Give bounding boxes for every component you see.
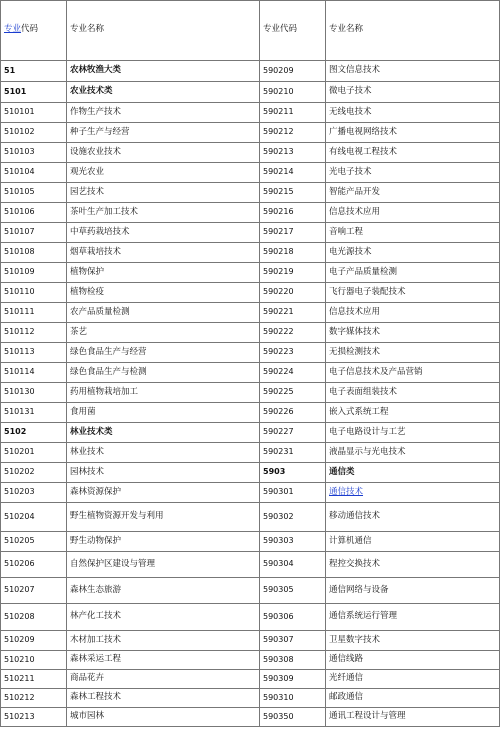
table-row (1, 82, 500, 103)
code-right: 590209 (260, 61, 326, 82)
name-right: 无损检测技术 (326, 343, 500, 363)
table-row (1, 670, 500, 689)
code-left: 510213 (1, 708, 67, 727)
code-right: 590223 (260, 343, 326, 363)
code-right: 590307 (260, 631, 326, 651)
code-right: 590310 (260, 689, 326, 708)
name-right: 音响工程 (326, 223, 500, 243)
code-right: 590225 (260, 383, 326, 403)
code-left: 510208 (1, 604, 67, 631)
name-left: 作物生产技术 (67, 103, 260, 123)
name-left: 野生动物保护 (67, 532, 260, 552)
code-left: 510101 (1, 103, 67, 123)
table-row (1, 123, 500, 143)
code-left: 510113 (1, 343, 67, 363)
table-row (1, 604, 500, 631)
name-left: 园林技术 (67, 463, 260, 483)
code-left: 510107 (1, 223, 67, 243)
table-row (1, 343, 500, 363)
code-right: 590224 (260, 363, 326, 383)
table-row (1, 143, 500, 163)
code-left: 510203 (1, 483, 67, 503)
table-row (1, 223, 500, 243)
name-right: 微电子技术 (326, 82, 500, 103)
name-left: 种子生产与经营 (67, 123, 260, 143)
name-left: 绿色食品生产与经营 (67, 343, 260, 363)
table-row (1, 463, 500, 483)
name-left: 林业技术类 (67, 423, 260, 443)
header-name-left: 专业名称 (67, 1, 260, 61)
code-left: 510111 (1, 303, 67, 323)
name-right: 电光源技术 (326, 243, 500, 263)
code-left: 510211 (1, 670, 67, 689)
code-left: 510114 (1, 363, 67, 383)
table-row (1, 363, 500, 383)
code-left: 510201 (1, 443, 67, 463)
code-right: 590350 (260, 708, 326, 727)
code-right: 590215 (260, 183, 326, 203)
code-right: 590220 (260, 283, 326, 303)
code-right: 590212 (260, 123, 326, 143)
name-right: 通信类 (326, 463, 500, 483)
name-right: 电子表面组装技术 (326, 383, 500, 403)
name-right: 光电子技术 (326, 163, 500, 183)
name-left: 茶叶生产加工技术 (67, 203, 260, 223)
code-left: 510210 (1, 651, 67, 670)
name-left: 烟草栽培技术 (67, 243, 260, 263)
table-row (1, 552, 500, 578)
name-right: 电子电路设计与工艺 (326, 423, 500, 443)
table-row (1, 61, 500, 82)
code-right: 590222 (260, 323, 326, 343)
code-right: 590231 (260, 443, 326, 463)
code-left: 510105 (1, 183, 67, 203)
code-right: 590305 (260, 578, 326, 604)
table-row (1, 323, 500, 343)
table-row (1, 163, 500, 183)
name-right: 电子产品质量检测 (326, 263, 500, 283)
name-right: 移动通信技术 (326, 503, 500, 532)
code-left: 510212 (1, 689, 67, 708)
name-right: 计算机通信 (326, 532, 500, 552)
header-row (1, 1, 500, 61)
name-left: 林业技术 (67, 443, 260, 463)
table-row (1, 631, 500, 651)
code-left: 510112 (1, 323, 67, 343)
code-left: 510204 (1, 503, 67, 532)
code-left: 510202 (1, 463, 67, 483)
name-right: 通讯工程设计与管理 (326, 708, 500, 727)
name-right: 智能产品开发 (326, 183, 500, 203)
code-left: 510102 (1, 123, 67, 143)
code-left: 5102 (1, 423, 67, 443)
name-right: 液晶显示与光电技术 (326, 443, 500, 463)
table-row (1, 578, 500, 604)
name-left: 食用菌 (67, 403, 260, 423)
name-left: 茶艺 (67, 323, 260, 343)
code-left: 510110 (1, 283, 67, 303)
code-right: 590226 (260, 403, 326, 423)
name-right: 通信系统运行管理 (326, 604, 500, 631)
code-right: 590218 (260, 243, 326, 263)
name-right: 有线电视工程技术 (326, 143, 500, 163)
code-left: 51 (1, 61, 67, 82)
code-right: 590214 (260, 163, 326, 183)
code-right: 590213 (260, 143, 326, 163)
code-left: 510209 (1, 631, 67, 651)
name-right[interactable] (326, 483, 500, 503)
name-right: 信息技术应用 (326, 303, 500, 323)
code-left: 510131 (1, 403, 67, 423)
code-right: 590227 (260, 423, 326, 443)
table-row (1, 423, 500, 443)
name-right: 信息技术应用 (326, 203, 500, 223)
name-right: 电子信息技术及产品营销 (326, 363, 500, 383)
name-left: 农业技术类 (67, 82, 260, 103)
code-right: 590306 (260, 604, 326, 631)
header-name-right: 专业名称 (326, 1, 500, 61)
name-right: 无线电技术 (326, 103, 500, 123)
name-left: 农林牧渔大类 (67, 61, 260, 82)
name-left: 设施农业技术 (67, 143, 260, 163)
table-row (1, 183, 500, 203)
table-row (1, 503, 500, 532)
name-right: 图文信息技术 (326, 61, 500, 82)
name-right: 通信线路 (326, 651, 500, 670)
table-row (1, 403, 500, 423)
name-left: 林产化工技术 (67, 604, 260, 631)
name-right: 卫星数字技术 (326, 631, 500, 651)
major-link[interactable]: 通信技术 (329, 486, 364, 497)
name-right: 通信网络与设备 (326, 578, 500, 604)
name-left: 农产品质量检测 (67, 303, 260, 323)
name-left: 园艺技术 (67, 183, 260, 203)
code-right: 590304 (260, 552, 326, 578)
code-right: 590302 (260, 503, 326, 532)
name-left: 绿色食品生产与检测 (67, 363, 260, 383)
code-left: 510130 (1, 383, 67, 403)
name-left: 植物保护 (67, 263, 260, 283)
name-left: 木材加工技术 (67, 631, 260, 651)
code-right: 590216 (260, 203, 326, 223)
table-row (1, 708, 500, 727)
code-left: 510206 (1, 552, 67, 578)
code-right: 590309 (260, 670, 326, 689)
table-row (1, 303, 500, 323)
name-left: 植物检疫 (67, 283, 260, 303)
name-left: 观光农业 (67, 163, 260, 183)
code-left: 510104 (1, 163, 67, 183)
name-left: 森林工程技术 (67, 689, 260, 708)
header-code-right: 专业代码 (260, 1, 326, 61)
code-left: 510106 (1, 203, 67, 223)
name-left: 自然保护区建设与管理 (67, 552, 260, 578)
table-row (1, 443, 500, 463)
name-left: 森林采运工程 (67, 651, 260, 670)
code-right: 590221 (260, 303, 326, 323)
table-row (1, 283, 500, 303)
name-right: 嵌入式系统工程 (326, 403, 500, 423)
name-right: 邮政通信 (326, 689, 500, 708)
table-row (1, 383, 500, 403)
code-right: 590217 (260, 223, 326, 243)
name-right: 数字媒体技术 (326, 323, 500, 343)
code-right: 590219 (260, 263, 326, 283)
code-right: 590211 (260, 103, 326, 123)
code-left: 510205 (1, 532, 67, 552)
table-row (1, 203, 500, 223)
code-left: 510109 (1, 263, 67, 283)
code-left: 510108 (1, 243, 67, 263)
name-right: 光纤通信 (326, 670, 500, 689)
code-right: 590301 (260, 483, 326, 503)
code-right: 590303 (260, 532, 326, 552)
code-left: 510103 (1, 143, 67, 163)
name-left: 城市园林 (67, 708, 260, 727)
code-right: 590210 (260, 82, 326, 103)
table-row (1, 651, 500, 670)
name-left: 森林资源保护 (67, 483, 260, 503)
table-row (1, 689, 500, 708)
table-row (1, 483, 500, 503)
name-left: 中草药栽培技术 (67, 223, 260, 243)
header-code-left: 专业代码 (1, 1, 67, 61)
name-right: 广播电视网络技术 (326, 123, 500, 143)
name-left: 野生植物资源开发与利用 (67, 503, 260, 532)
code-left: 510207 (1, 578, 67, 604)
code-left: 5101 (1, 82, 67, 103)
name-left: 商品花卉 (67, 670, 260, 689)
code-right: 5903 (260, 463, 326, 483)
table-row (1, 263, 500, 283)
table-row (1, 532, 500, 552)
table-row (1, 103, 500, 123)
name-left: 森林生态旅游 (67, 578, 260, 604)
name-left: 药用植物栽培加工 (67, 383, 260, 403)
name-right: 飞行器电子装配技术 (326, 283, 500, 303)
code-right: 590308 (260, 651, 326, 670)
table-row (1, 243, 500, 263)
name-right: 程控交换技术 (326, 552, 500, 578)
